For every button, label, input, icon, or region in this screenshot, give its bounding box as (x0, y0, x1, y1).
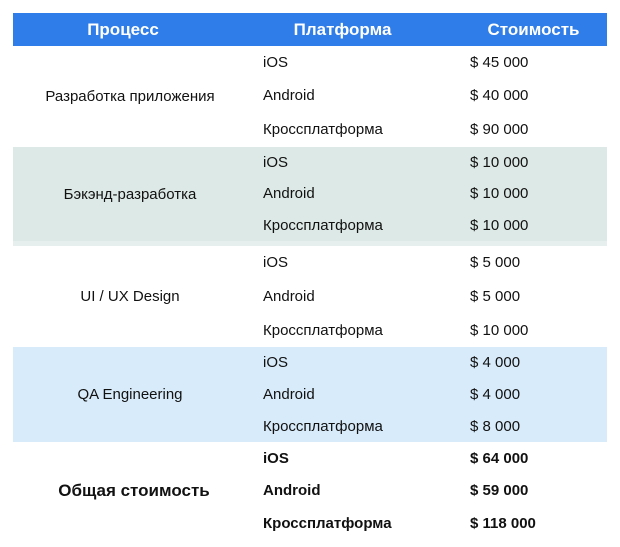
cost-cell: $ 4 000 (470, 385, 521, 403)
table-row (263, 450, 607, 467)
process-label: Разработка приложения (45, 87, 215, 105)
table-row (263, 185, 607, 202)
cost-table (13, 13, 607, 540)
table-row (263, 288, 607, 305)
table-row (263, 322, 607, 339)
section-ui-ux (13, 246, 607, 347)
header-platform: Платформа (293, 19, 392, 39)
header-cost: Стоимость (487, 19, 580, 39)
table-header (13, 13, 607, 46)
table-row (263, 386, 607, 403)
table-row (263, 482, 607, 499)
platform-cell: Android (263, 482, 321, 500)
section-app-development (13, 46, 607, 146)
cost-cell: $ 10 000 (470, 321, 529, 339)
platform-cell: Android (263, 185, 315, 203)
cost-cell: $ 5 000 (470, 287, 521, 305)
platform-cell: iOS (263, 354, 289, 372)
cost-cell: $ 59 000 (470, 482, 529, 500)
cost-cell: $ 4 000 (470, 354, 521, 372)
table-row (263, 354, 607, 371)
platform-cell: Android (263, 385, 315, 403)
process-label: Бэкэнд-разработка (63, 185, 197, 203)
table-row (263, 254, 607, 271)
section-backend (13, 147, 607, 241)
platform-cell: iOS (263, 154, 289, 172)
platform-cell: iOS (263, 449, 289, 467)
cost-cell: $ 10 000 (470, 154, 529, 172)
table-row (263, 54, 607, 71)
table-row (263, 121, 607, 138)
platform-cell: Android (263, 87, 315, 105)
platform-cell: Кроссплатформа (263, 216, 383, 234)
process-label: UI / UX Design (80, 288, 180, 305)
platform-cell: Кроссплатформа (263, 515, 392, 533)
total-label: Общая стоимость (58, 481, 210, 500)
platform-cell: Кроссплатформа (263, 417, 383, 435)
table-row (263, 154, 607, 171)
cost-cell: $ 40 000 (470, 87, 529, 105)
cost-cell: $ 118 000 (470, 515, 536, 533)
table-row (263, 418, 607, 435)
platform-cell: Кроссплатформа (263, 120, 383, 138)
table-row (263, 217, 607, 234)
cost-cell: $ 45 000 (470, 54, 529, 72)
section-qa (13, 347, 607, 442)
cost-cell: $ 8 000 (470, 417, 521, 435)
cost-cell: $ 5 000 (470, 254, 521, 272)
cost-cell: $ 10 000 (470, 216, 529, 234)
platform-cell: iOS (263, 254, 289, 272)
cost-cell: $ 10 000 (470, 185, 529, 203)
header-process: Процесс (87, 19, 159, 39)
process-label: QA Engineering (77, 386, 183, 403)
table-row (263, 87, 607, 104)
platform-cell: Кроссплатформа (263, 321, 383, 339)
platform-cell: iOS (263, 54, 289, 72)
section-total (13, 442, 607, 540)
cost-cell: $ 64 000 (470, 449, 529, 467)
table-row (263, 515, 607, 532)
cost-cell: $ 90 000 (470, 120, 529, 138)
platform-cell: Android (263, 287, 315, 305)
